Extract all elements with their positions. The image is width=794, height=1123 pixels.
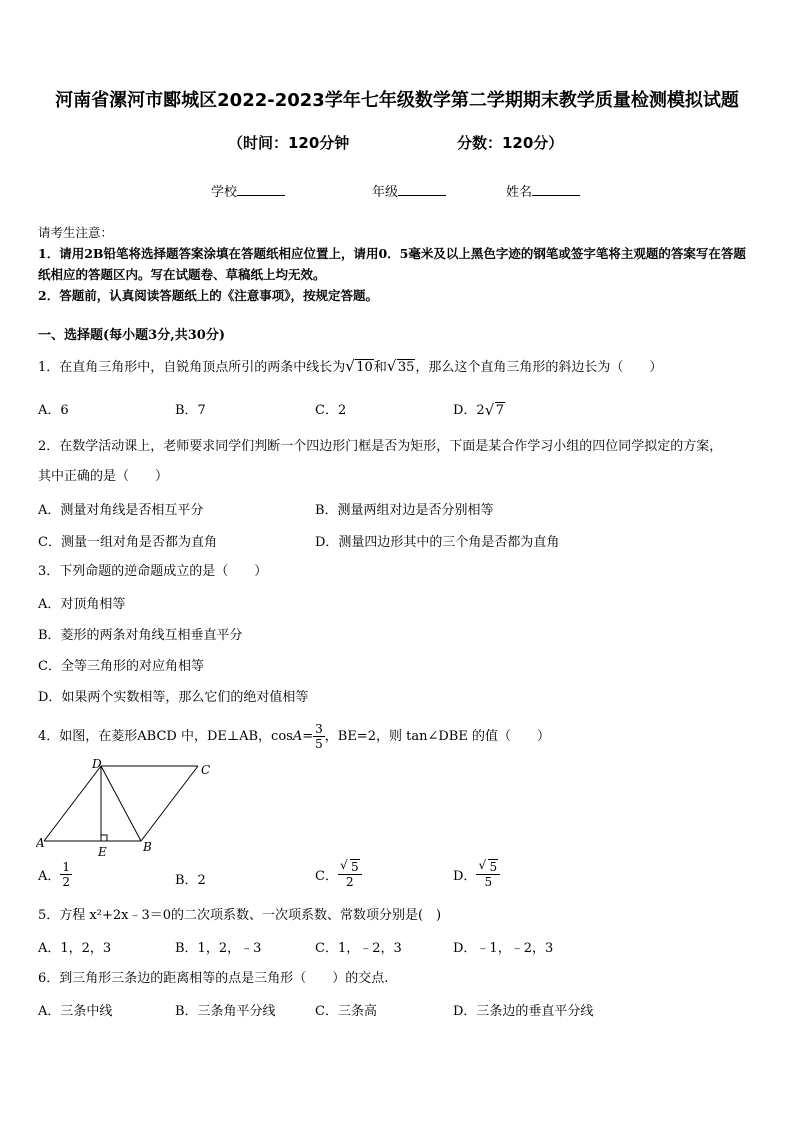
q6-option-a: A．三条中线 xyxy=(38,1004,113,1019)
name-label: 姓名 xyxy=(506,185,533,200)
q2-option-d: D．测量四边形其中的三个角是否都为直角 xyxy=(315,535,560,550)
q4-option-b: B．2 xyxy=(175,873,206,888)
grade-blank xyxy=(398,183,446,196)
grade-label: 年级 xyxy=(372,185,399,200)
label-e: E xyxy=(98,845,107,859)
q1-option-c: C．2 xyxy=(315,403,347,418)
q4-option-c: C． √ 5 2 xyxy=(315,860,362,889)
question-5-stem: 5．方程 x²+2x﹣3＝0的二次项系数、一次项系数、常数项分别是( ) xyxy=(38,908,442,923)
q1-option-d: D．2 √ 7 xyxy=(453,401,504,419)
q5-option-b: B．1，2，﹣3 xyxy=(175,941,262,956)
question-6-stem: 6．到三角形三条边的距离相等的点是三角形（ ）的交点. xyxy=(38,971,389,986)
school-label: 学校 xyxy=(211,185,238,200)
label-d: D xyxy=(92,757,102,771)
fraction-3-5: $\frac{3}{5}$ xyxy=(315,722,323,751)
q6-option-b: B．三条角平分线 xyxy=(175,1004,276,1019)
q5-option-d: D．﹣1，﹣2，3 xyxy=(453,941,554,956)
q6-option-d: D．三条边的垂直平分线 xyxy=(453,1004,594,1019)
q4-option-a: A． $\frac{1}{2}$ xyxy=(38,860,71,889)
name-field xyxy=(506,181,580,200)
question-2-stem-line1: 2．在数学活动课上，老师要求同学们判断一个四边形门框是否为矩形，下面是某合作学习小组的四位同学拟定的方案， xyxy=(38,439,723,454)
label-c: C xyxy=(201,763,211,777)
grade-field xyxy=(372,181,446,200)
exam-time: （时间：120分钟 xyxy=(228,134,350,152)
label-b: B xyxy=(143,840,152,854)
q2-option-c: C．测量一组对角是否都为直角 xyxy=(38,535,217,550)
q2-option-b: B．测量两组对边是否分别相等 xyxy=(315,503,494,518)
label-a: A xyxy=(36,836,45,850)
q1-stem-b: ，那么这个直角三角形的斜边长为（ ） xyxy=(415,360,663,375)
q1-option-b: B．7 xyxy=(175,403,206,418)
question-4-stem: 4．如图，在菱形ABCD 中，DE⊥AB，cosA= $\frac{3}{5}$ ，BE=2，则 tan∠DBE 的值（ ） xyxy=(38,722,550,751)
question-1-stem xyxy=(38,358,662,378)
q3-option-b: B．菱形的两条对角线互相垂直平分 xyxy=(38,628,243,643)
q4-option-d: D． √ 5 5 xyxy=(453,860,500,889)
exam-title: 河南省漯河市郾城区2022-2023学年七年级数学第二学期期末教学质量检测模拟试题 xyxy=(55,90,739,111)
q6-option-c: C．三条高 xyxy=(315,1004,377,1019)
q3-option-c: C．全等三角形的对应角相等 xyxy=(38,659,204,674)
notice-item-1: 1．请用2B铅笔将选择题答案涂填在答题纸相应位置上，请用0．5毫米及以上黑色字迹的钢笔或签字笔将主观题的答案写在答题纸相应的答题区内。写在试题卷、草稿纸上均无效。 xyxy=(38,246,746,282)
q1-stem-a: 1．在直角三角形中，自锐角顶点所引的两条中线长为 xyxy=(38,360,346,375)
sqrt-35: √ 35 xyxy=(386,357,415,375)
question-2-stem-line2: 其中正确的是（ ） xyxy=(38,469,169,484)
school-field xyxy=(211,181,285,200)
q3-option-a: A．对顶角相等 xyxy=(38,597,126,612)
exam-score: 分数：120分） xyxy=(457,134,564,152)
sqrt-10: √ 10 xyxy=(345,357,373,375)
q2-option-a: A．测量对角线是否相互平分 xyxy=(38,503,204,518)
q5-option-c: C．1，﹣2，3 xyxy=(315,941,402,956)
question-3-stem: 3．下列命题的逆命题成立的是（ ） xyxy=(38,564,268,579)
name-blank xyxy=(532,183,580,196)
section-heading: 一、选择题(每小题3分,共30分) xyxy=(38,328,225,343)
q3-option-d: D．如果两个实数相等，那么它们的绝对值相等 xyxy=(38,690,309,705)
q1-option-a: A．6 xyxy=(38,403,69,418)
notice-heading: 请考生注意： xyxy=(38,225,114,240)
q5-option-a: A．1，2，3 xyxy=(38,941,112,956)
rhombus-figure xyxy=(36,756,214,860)
school-blank xyxy=(237,183,285,196)
q1-mid: 和 xyxy=(373,360,387,375)
notice-item-2: 2．答题前，认真阅读答题纸上的《注意事项》，按规定答题。 xyxy=(38,288,378,303)
